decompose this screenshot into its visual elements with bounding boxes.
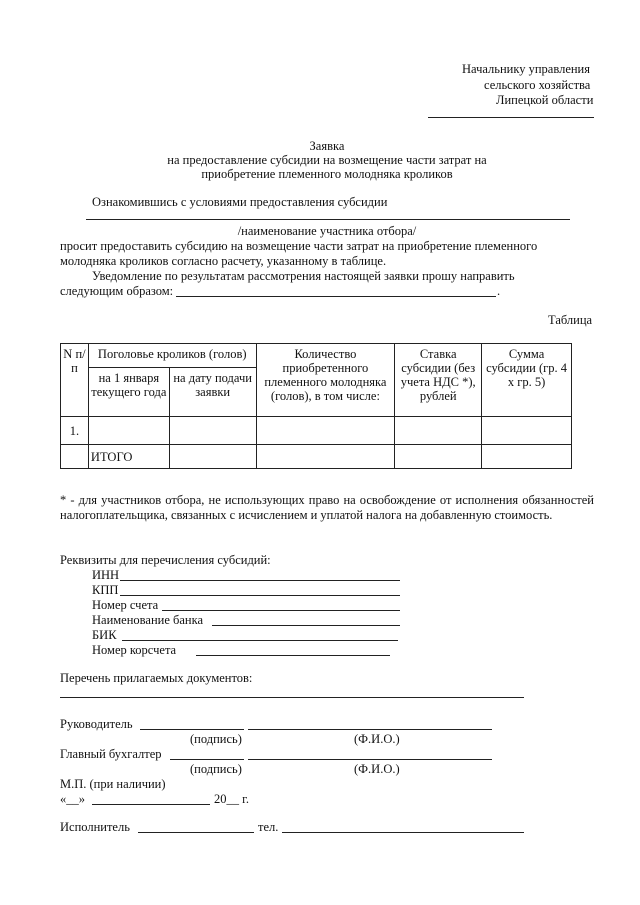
header-date: на дату подачи заявки: [169, 368, 256, 417]
addressee-underline: [428, 117, 594, 118]
bik-label: БИК: [92, 628, 117, 642]
account-label: Номер счета: [92, 598, 159, 612]
notice-line-2-suffix: .: [497, 284, 501, 298]
date-month-field[interactable]: [92, 804, 210, 805]
head-label: Руководитель: [60, 717, 133, 731]
subsidy-table: [60, 343, 572, 469]
corr-field[interactable]: [196, 655, 390, 656]
head-signature-field[interactable]: [140, 729, 244, 730]
head-name-field[interactable]: [248, 729, 492, 730]
kpp-label: КПП: [92, 583, 119, 597]
total-sum-cell[interactable]: [482, 445, 572, 469]
total-quantity-cell[interactable]: [256, 445, 395, 469]
head-signature-caption: (подпись): [190, 732, 242, 746]
intro-line: Ознакомившись с условиями предоставления субсидии: [92, 195, 388, 209]
request-line-2: молодняка кроликов согласно расчету, указанному в таблице.: [60, 254, 387, 268]
row-1-sum-cell[interactable]: [482, 417, 572, 445]
inn-label: ИНН: [92, 568, 120, 582]
total-date-cell[interactable]: [169, 445, 256, 469]
executor-field[interactable]: [138, 832, 254, 833]
addressee-line-2: сельского хозяйства: [484, 78, 591, 92]
total-label: ИТОГО: [88, 445, 169, 469]
corr-label: Номер корсчета: [92, 643, 177, 657]
bik-field[interactable]: [122, 640, 398, 641]
inn-field[interactable]: [120, 580, 400, 581]
bank-field[interactable]: [212, 625, 400, 626]
accountant-label: Главный бухгалтер: [60, 747, 162, 761]
total-num-cell: [61, 445, 89, 469]
phone-label: тел.: [258, 820, 279, 834]
footnote: * - для участников отбора, не использующих право на освобождение от исполнения обязанностей налогоплательщика, связанных с исчислением и уплатой налога на добавленную стоимость.: [60, 493, 594, 522]
accountant-signature-caption: (подпись): [190, 762, 242, 776]
date-day[interactable]: «__»: [60, 792, 85, 806]
row-1-date-cell[interactable]: [169, 417, 256, 445]
accountant-signature-field[interactable]: [170, 759, 244, 760]
header-jan: на 1 января текущего года: [88, 368, 169, 417]
request-line-1: просит предоставить субсидию на возмещение части затрат на приобретение племенного: [60, 239, 538, 253]
header-num: N п/п: [61, 344, 89, 417]
header-sum: Сумма субсидии (гр. 4 x гр. 5): [482, 344, 572, 417]
row-1-rate-cell[interactable]: [395, 417, 482, 445]
notice-line-2-prefix: следующим образом:: [60, 284, 174, 298]
header-quantity: Количество приобретенного племенного молодняка (голов), в том числе:: [256, 344, 395, 417]
notice-method-line[interactable]: [176, 296, 496, 297]
table-row-total: [61, 445, 572, 469]
kpp-field[interactable]: [120, 595, 400, 596]
account-field[interactable]: [162, 610, 400, 611]
accountant-name-field[interactable]: [248, 759, 492, 760]
addressee-line-3: Липецкой области: [496, 93, 594, 107]
bank-label: Наименование банка: [92, 613, 204, 627]
doc-subtitle-1: на предоставление субсидии на возмещение части затрат на: [167, 153, 487, 167]
participant-caption: /наименование участника отбора/: [237, 224, 417, 238]
row-1-num: 1.: [61, 417, 89, 445]
documents-title: Перечень прилагаемых документов:: [60, 671, 253, 685]
doc-title: Заявка: [309, 139, 345, 153]
row-1-quantity-cell[interactable]: [256, 417, 395, 445]
header-rate: Ставка субсидии (без учета НДС *), рублей: [395, 344, 482, 417]
accountant-name-caption: (Ф.И.О.): [354, 762, 400, 776]
addressee-line-1: Начальнику управления: [462, 62, 590, 76]
table-label: Таблица: [548, 313, 593, 327]
date-year[interactable]: 20__ г.: [214, 792, 249, 806]
header-livestock: Поголовье кроликов (голов): [88, 344, 256, 368]
total-rate-cell[interactable]: [395, 445, 482, 469]
head-name-caption: (Ф.И.О.): [354, 732, 400, 746]
participant-name-line[interactable]: [86, 219, 570, 220]
phone-field[interactable]: [282, 832, 524, 833]
executor-label: Исполнитель: [60, 820, 130, 834]
doc-subtitle-2: приобретение племенного молодняка кроликов: [201, 167, 453, 181]
table-row: [61, 417, 572, 445]
requisites-title: Реквизиты для перечисления субсидий:: [60, 553, 271, 567]
stamp-label: М.П. (при наличии): [60, 777, 166, 791]
row-1-jan-cell[interactable]: [88, 417, 169, 445]
notice-line-1: Уведомление по результатам рассмотрения настоящей заявки прошу направить: [92, 269, 515, 283]
documents-field[interactable]: [60, 697, 524, 698]
